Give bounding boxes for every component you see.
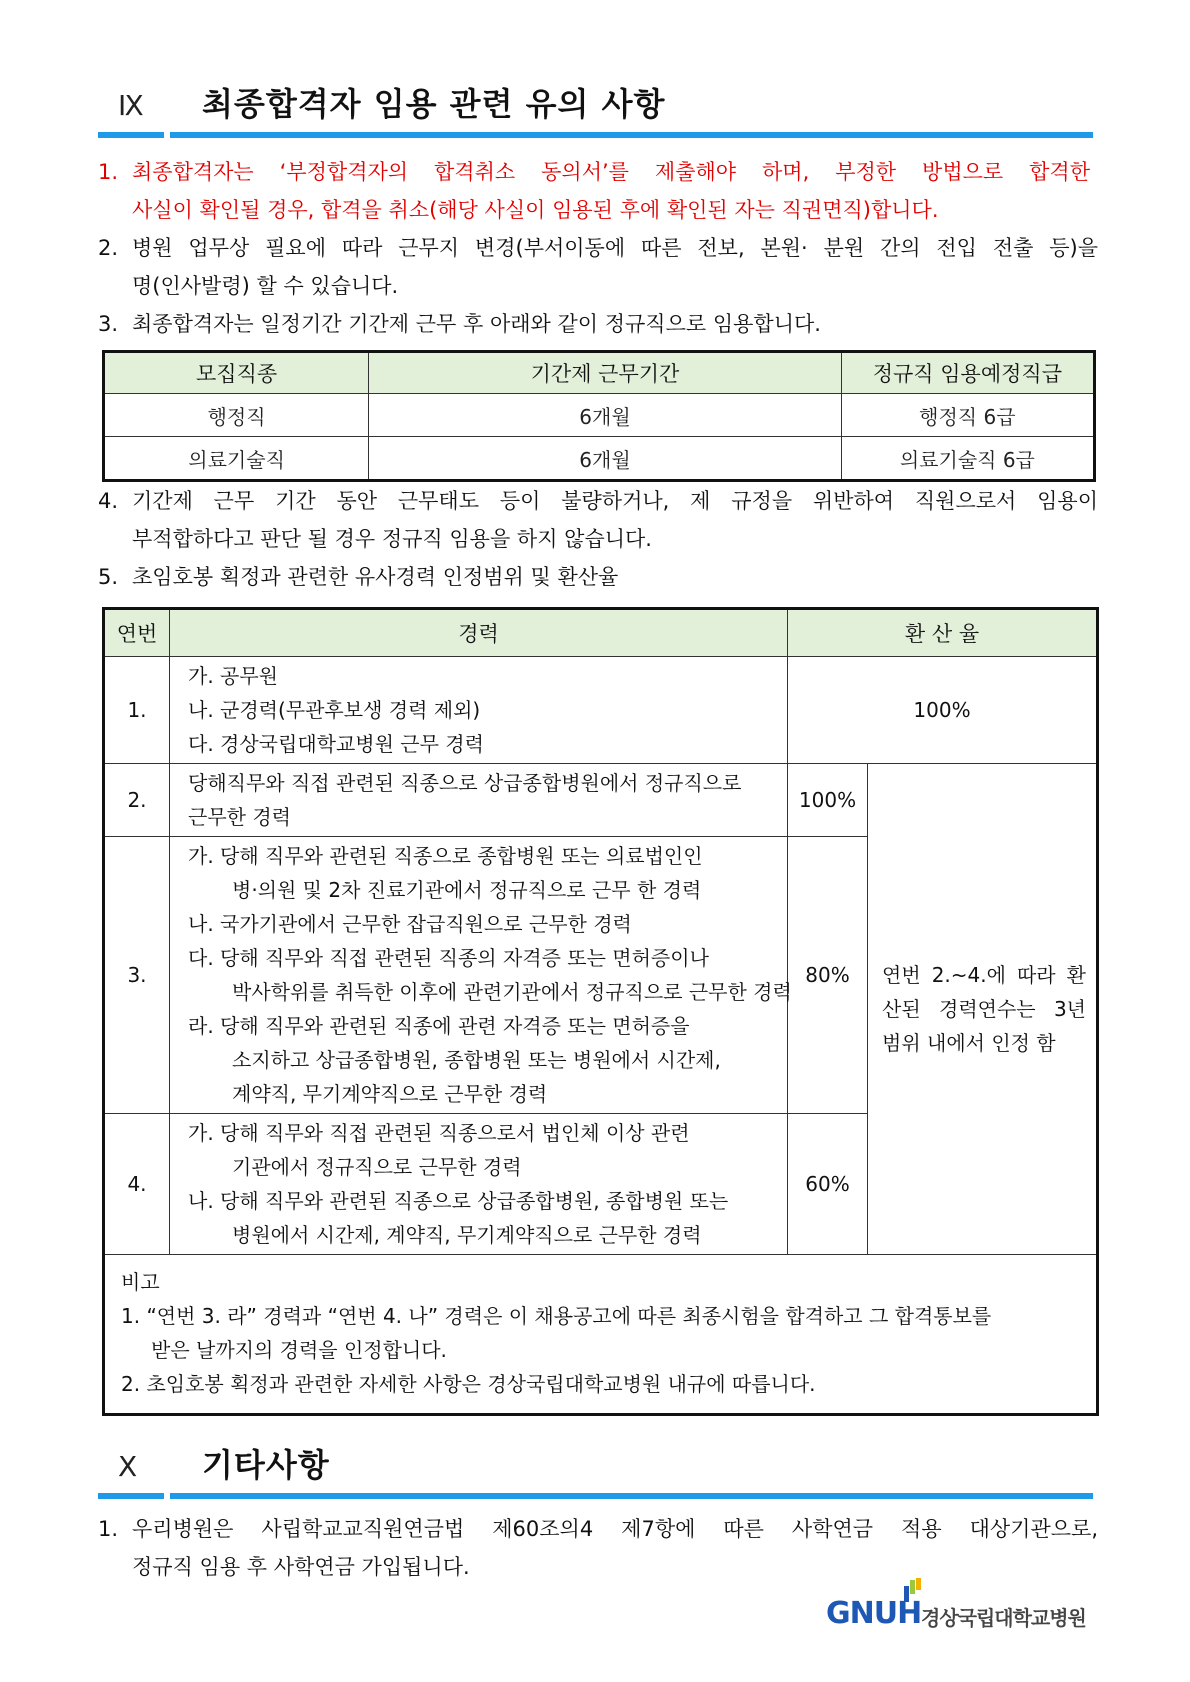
header-job-type: 모집직종 <box>104 352 369 394</box>
section-header-10 <box>98 1446 1093 1501</box>
remarks-title: 비고 <box>121 1270 160 1294</box>
section-title: 기타사항 <box>202 1446 330 1484</box>
notice-item-2: 2. 병원 업무상 필요에 따라 근무지 변경(부서이동에 따른 전보, 본원· 분원 간의 전입 전출 등)을 명(인사발령) 할 수 있습니다. <box>98 236 1098 298</box>
logo-mark: GNUH <box>826 1596 922 1631</box>
remarks-row: 비고 1. “연번 3. 라” 경력과 “연번 4. 나” 경력은 이 채용공고에 따른 최종시험을 합격하고 그 합격통보를 받은 날까지의 경력을 인정합니다. 2. 초임호봉 획정과 관련한 자세한 사항은 경상국립대학교병원 내규에 따릅니다. <box>104 1255 1098 1415</box>
section-number: Ⅹ <box>118 1450 138 1483</box>
table-header-row <box>104 609 1098 657</box>
merged-note-cell: 연번 2.~4.에 따라 환산된 경력연수는 3년 범위 내에서 인정 함 <box>868 764 1098 1255</box>
header-index: 연번 <box>104 609 170 657</box>
logo-name: 경상국립대학교병원 <box>921 1606 1086 1630</box>
section-underline-right <box>170 132 1093 138</box>
header-rate: 환 산 율 <box>788 609 1098 657</box>
header-career: 경력 <box>170 609 788 657</box>
header-grade: 정규직 임용예정직급 <box>841 352 1094 394</box>
table-header-row <box>104 352 1095 394</box>
section-header-9 <box>98 85 1093 140</box>
table-row: 행정직 6개월 행정직 6급 <box>104 394 1095 437</box>
table-row: 3. 가. 당해 직무와 관련된 직종으로 종합병원 또는 의료법인인 병·의원 및 2차 진료기관에서 정규직으로 근무 한 경력 나. 국가기관에서 근무한 잡급직원으로 근무한 경력 다. 당해 직무와 직접 관련된 직종의 자격증 또는 면허증이나 박사학위를 취득한 이후에 관련기관에서 정규직으로 근무한 경력 라. 당해 직무와 관련된 직종에 관련 자격증 또는 면허증을 소지하고 상급종합병원, 종합병원 또는 병원에서 시간제, 계약직, 무기계약직으로 근무한 경력 80% <box>104 837 1098 1114</box>
appointment-table <box>102 350 1096 482</box>
notice-item-3: 3. 최종합격자는 일정기간 기간제 근무 후 아래와 같이 정규직으로 임용합니다. <box>98 312 821 336</box>
career-conversion-table <box>102 607 1099 1416</box>
header-term-period: 기간제 근무기간 <box>369 352 842 394</box>
etc-item-1: 1. 우리병원은 사립학교교직원연금법 제60조의4 제7항에 따른 사학연금 적용 대상기관으로, 정규직 임용 후 사학연금 가입됩니다. <box>98 1517 1098 1579</box>
hospital-logo <box>826 1578 1106 1638</box>
table-row: 1. 가. 공무원 나. 군경력(무관후보생 경력 제외) 다. 경상국립대학교병원 근무 경력 100% <box>104 657 1098 764</box>
notice-item-5: 5. 초임호봉 획정과 관련한 유사경력 인정범위 및 환산율 <box>98 565 619 589</box>
notice-item-4: 4. 기간제 근무 기간 동안 근무태도 등이 불량하거나, 제 규정을 위반하여 직원으로서 임용이 부적합하다고 판단 될 경우 정규직 임용을 하지 않습니다. <box>98 489 1098 551</box>
table-row: 4. 가. 당해 직무와 직접 관련된 직종으로서 법인체 이상 관련 기관에서 정규직으로 근무한 경력 나. 당해 직무와 관련된 직종으로 상급종합병원, 종합병원 또는 병원에서 시간제, 계약직, 무기계약직으로 근무한 경력 60% <box>104 1114 1098 1255</box>
section-underline-right <box>170 1493 1093 1499</box>
section-title: 최종합격자 임용 관련 유의 사항 <box>202 85 666 123</box>
section-underline-left <box>98 132 164 138</box>
table-row: 2. 당해직무와 직접 관련된 직종으로 상급종합병원에서 정규직으로 근무한 경력 100% 연번 2.~4.에 따라 환산된 경력연수는 3년 범위 내에서 인정 함 <box>104 764 1098 837</box>
notice-item-1: 1. 최종합격자는 ‘부정합격자의 합격취소 동의서’를 제출해야 하며, 부정한 방법으로 합격한 사실이 확인될 경우, 합격을 취소(해당 사실이 임용된 후에 확인된 자는 직권면직)합니다. <box>98 160 1090 222</box>
section-underline-left <box>98 1493 164 1499</box>
section-number: Ⅸ <box>118 89 144 122</box>
table-row: 의료기술직 6개월 의료기술직 6급 <box>104 437 1095 481</box>
